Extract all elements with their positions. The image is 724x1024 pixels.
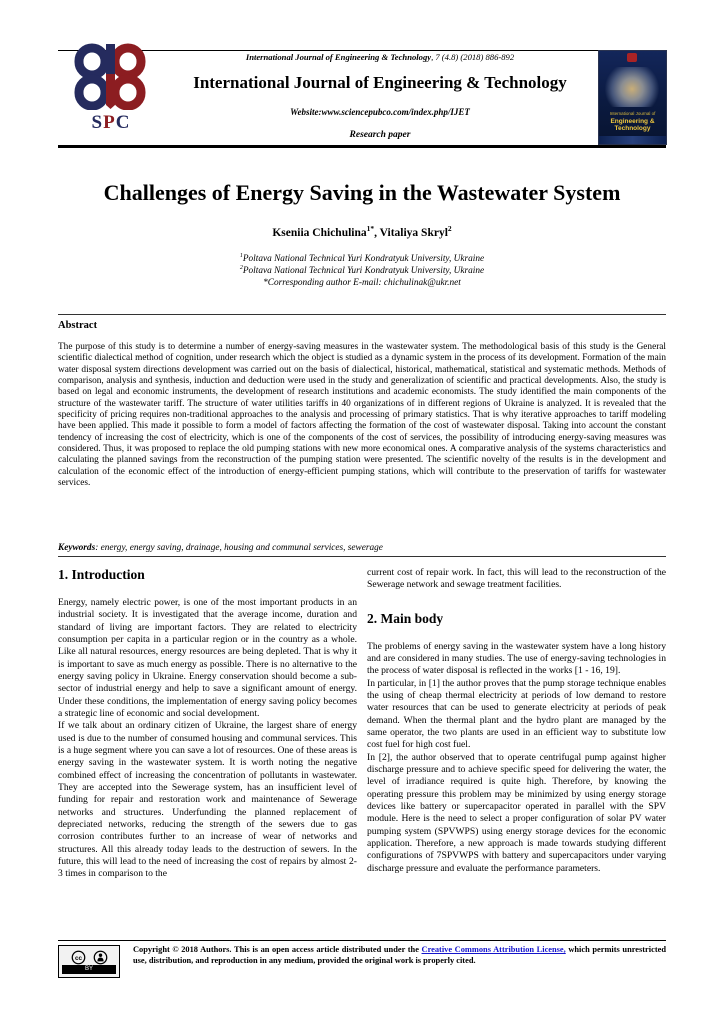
affiliation-2: $^2$Poltava National Technical Yuri Kondratyuk University, Ukraine	[239, 264, 485, 276]
corresponding-author-email: *Corresponding author E-mail: chichulinak@ukr.net	[263, 278, 461, 288]
left-column	[58, 567, 357, 881]
cover-title: Engineering & Technology	[610, 118, 655, 132]
citation-journal-name: International Journal of Engineering & Technology	[245, 52, 432, 62]
keywords-list: : energy, energy saving, drainage, housing and communal services, sewerage	[95, 543, 383, 553]
affiliation-1: $^1$Poltava National Technical Yuri Kondratyuk University, Ukraine	[239, 252, 485, 264]
footer-rule	[58, 940, 666, 941]
keywords-line	[58, 543, 666, 553]
abstract-text: The purpose of this study is to determine a number of energy-saving measures in the wastewater system. The methodological basis of this study is the General scientific dialectical method of cognition, under research which the object is studied as a dynamic system in the process of its development. Formation of the main water disposal system directions development was carried out on the basis of dialectical, historical, mathematical, statistical and systematic methods. Methods of comparison, analysis and synthesis, induction and deduction were used in the study and generalization of scientific and practical developments. Also, the study is based on legal and economic instruments, the development of research institutions and academic economists. The study identified the main components of the structure of the wastewater tariff. The structure of water utilities tariffs in 40 organizations of in different regions of Ukraine is analyzed. It is revealed that the specificity of pricing requires non-traditional approaches to the analysis and processing of primary statistics. That is why iterative approaches to tariff modeling have been applied. This made it possible to form a model of factors affecting the formation of the cost of wastewater disposal. Taking into account the constant tendency of increasing the cost of electricity, which is one of the components of the cost of services, the possibility of introducing energy-saving measures was considered. Thus, it was proposed to replace the old pumping stations with new more economical ones. A comparative analysis of the systems characteristics and calculating the planned savings from the reconstruction of the pumping station were presented. The scientific novelty of the results is in the development and calculation of the economic effect of the introduction of energy-efficient pumping stations, which will contribute to the preservation of tariffs for wastewater services.	[58, 342, 666, 489]
copyright-notice: Copyright © 2018 Authors. This is an open access article distributed under the Creative Commons Attribution License, which permits unrestricted use, distribution, and reproduction in any medium, provided the original work is properly cited.	[133, 945, 666, 965]
author-1: Kseniia Chichulina	[272, 227, 367, 239]
cc-by-license-badge	[58, 945, 120, 978]
journal-cover-thumbnail	[598, 50, 667, 145]
main-body-paragraph-1: The problems of energy saving in the wastewater system have a long history and are considered in many studies. The use of energy-saving technologies in the process of water disposal is reflected in the works [1 - 16, 19].	[367, 640, 666, 677]
journal-title: International Journal of Engineering & Technology	[193, 73, 567, 92]
abstract-top-rule	[58, 314, 666, 315]
cc-by-label: BY	[62, 965, 116, 974]
section-heading-introduction: 1. Introduction	[58, 567, 145, 582]
section-heading-main-body: 2. Main body	[367, 610, 444, 626]
article-title: Challenges of Energy Saving in the Wastewater System	[103, 180, 621, 205]
body-columns	[58, 567, 666, 881]
journal-citation	[162, 52, 598, 62]
intro-paragraph-2: If we talk about an ordinary citizen of Ukraine, the largest share of energy used is due to the number of consumed housing and communal services. This is a huge segment where you can save a lot of resources. One of these areas is energy saving in the wastewater system. It is worth noting the negative combined effect of increasing the concentration of pollutants in wastewater. They are accepted into the Sewerage system, has an insufficient level of funding for repair and restoration work and maintenance of Sewerage networks and structures. Underfunding the planned replacement of depreciated networks, reducing the strength of the sewers due to gas corrosion contributes further to an increase of wear of networks and structures. All this already today leads to the destruction of sewers. In the future, this will lead to the need of increasing the cost of repairs by almost 2-3 times in comparison to the	[58, 720, 357, 880]
attribution-person-icon	[93, 950, 108, 965]
main-body-paragraph-3: In [2], the author observed that to operate centrifugal pump against higher discharge pressure and to achieve specific speed for delivering the water, the level of irradiance required is quite high. Therefore, by knowing the operating pressure this problem may be minimized by using energy storage devices like battery or supercapacitor operated in parallel with the SPV module. Here is the need to select a proper configuration of solar PV water pumping system (SPVWPS) using energy storage devices for the economic application. Therefore, a new approach is made towards studying different configurations of 7SPVWPS with battery and supercapacitors under varying discharge pressure and evaluate the performance parameters.	[367, 751, 666, 874]
main-body-paragraph-2: In particular, in [1] the author proves that the pump storage technique enables the using of cheap thermal electricity at periods of low demand to restore water resources that can be used to generate electricity at periods of peak demand. When the thermal plant and the hydro plant are managed by the same operator, the two plants are used in an efficient way to substitute low cost fuel for high cost fuel.	[367, 677, 666, 751]
cover-machine-image	[603, 67, 661, 107]
right-column	[367, 567, 666, 881]
spc-logo-icon	[62, 42, 160, 110]
cover-emblem-icon	[627, 53, 637, 62]
journal-website: Website:www.sciencepubco.com/index.php/IJET	[290, 107, 470, 117]
cc-icon	[71, 950, 86, 965]
cover-journal-line: International Journal of	[609, 111, 656, 116]
authors-line: Kseniia Chichulina$^{1*}$, Vitaliya Skryl$^2$	[272, 224, 452, 239]
author-2-superscript: 2	[447, 224, 452, 234]
abstract-heading: Abstract	[58, 320, 98, 331]
cover-bottom-strip	[599, 136, 666, 144]
author-2: Vitaliya Skryl	[379, 227, 448, 239]
affiliations	[58, 253, 666, 289]
intro-continuation-paragraph: current cost of repair work. In fact, this will lead to the reconstruction of the Sewerage network and sewage treatment facilities.	[367, 567, 666, 591]
author-1-superscript: 1*	[366, 224, 375, 234]
keywords-label: Keywords	[58, 543, 96, 553]
header-bottom-rule	[58, 145, 666, 148]
paper-type-label: Research paper	[349, 130, 411, 140]
spc-logo-text: SPC	[91, 112, 131, 133]
citation-volume-pages: , 7 (4.8) (2018) 886-892	[431, 52, 515, 62]
creative-commons-license-link[interactable]: Creative Commons Attribution License,	[421, 945, 566, 954]
abstract-bottom-rule	[58, 556, 666, 557]
svg-text:cc: cc	[74, 954, 82, 962]
spc-logo	[62, 42, 160, 142]
intro-paragraph-1: Energy, namely electric power, is one of the most important products in an industrial society. It is investigated that the average income, duration and standard of living are important factors. They are related to electricity consumption per capita in a particular region or in the country as a whole. Like all natural resources, energy resources are being depleted. That is why it is important to save as much energy as possible. There is no alternative to the energy saving policy in Ukraine. Energy conservation should become a sub-sector of industrial energy and help to save a significant amount of energy. Under these conditions, the implementation of energy saving policy becomes a strategic line of economic and social development.	[58, 597, 357, 719]
